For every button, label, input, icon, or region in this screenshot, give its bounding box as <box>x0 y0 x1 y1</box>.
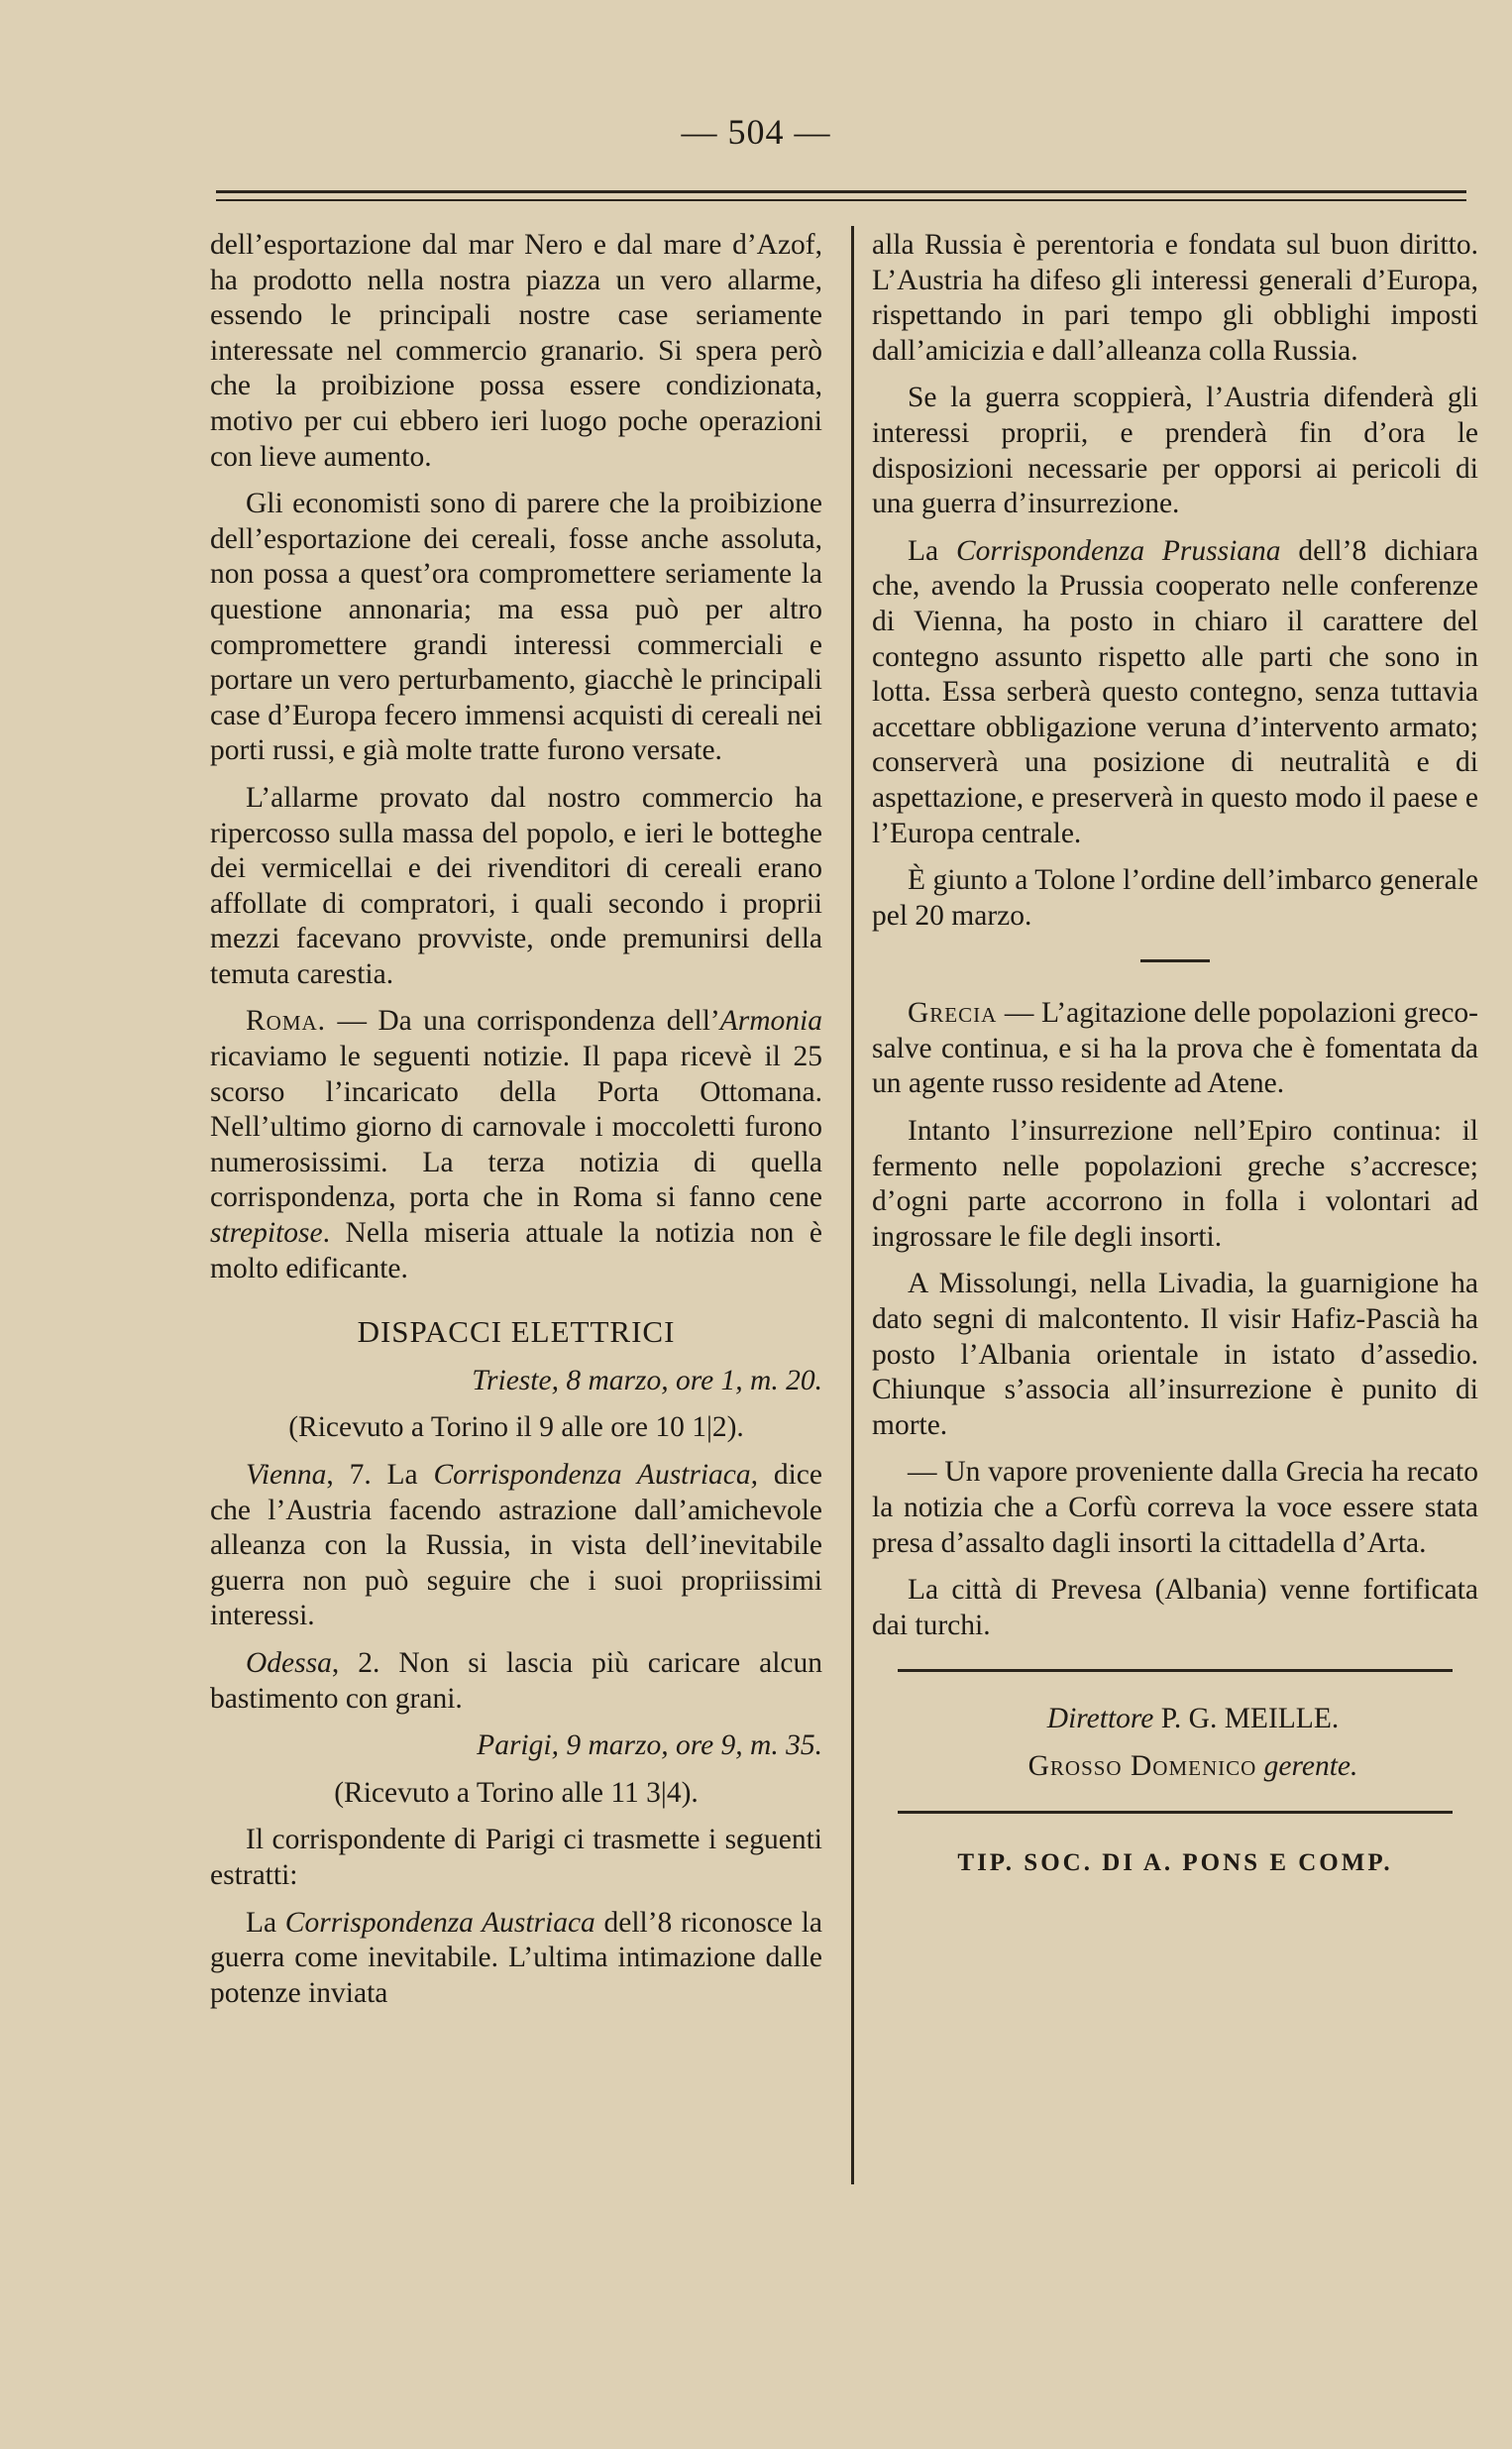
paragraph: La Corrispondenza Austriaca dell’8 riconosce la guerra come inevitabile. L’ultima intimazione dalle potenze inviata <box>210 1906 822 2009</box>
section-lead: Roma. <box>246 1005 327 1038</box>
place-name: Odessa <box>246 1646 332 1679</box>
section-separator <box>1140 959 1210 962</box>
paragraph: La Corrispondenza Prussiana dell’8 dichiara che, avendo la Prussia cooperato nelle conferenze di Vienna, ha posto in chiaro il carattere del contegno assunto rispetto alle parti che sono in lotta. Essa serberà questo contegno, senza tuttavia accettare obbligazione veruna d’intervento armato; conserverà una posizione di neutralità e di aspettazione, e preserverà in questo modo il paese e l’Europa centrale. <box>872 534 1479 849</box>
journal-name: Corrispondenza Austriaca <box>284 1906 595 1939</box>
paragraph: A Missolungi, nella Livadia, la guarnigione ha dato segni di malcontento. Il visir Hafiz-Pascià ha posto l’Albania orientale in istato d’assedio. Chiunque s’associa all’insurrezione è punito di morte. <box>872 1268 1478 1441</box>
signature-rule <box>898 1669 1453 1672</box>
paragraph: Il corrispondente di Parigi ci trasmette i seguenti estratti: <box>210 1824 822 1891</box>
page-number: — 504 — <box>681 112 831 152</box>
paragraph: La città di Prevesa (Albania) venne fortificata dai turchi. <box>872 1574 1478 1641</box>
paragraph: Intanto l’insurrezione nell’Epiro continua: il fermento nelle popolazioni greche s’accresce; d’ogni parte accorrono in folla i volontari ad ingrossare le file degli insorti. <box>872 1115 1478 1253</box>
manager-signature: Grosso Domenico gerente. <box>1027 1749 1358 1782</box>
right-column <box>872 228 1478 1880</box>
dateline: Trieste, 8 marzo, ore 1, m. 20. <box>472 1364 822 1396</box>
paragraph: Gli economisti sono di parere che la proibizione dell’esportazione dei cereali, fosse anche assoluta, non possa a quest’ora compromettere seriamente la questione annonaria; ma essa può per altro compromettere grandi interessi commerciali e portare un vero perturbamento, giacchè le principali case d’Europa fecero immensi acquisti di cereali nei porti russi, e già molte tratte furono versate. <box>210 488 822 767</box>
paragraph: Se la guerra scoppierà, l’Austria difenderà gli interessi proprii, e prenderà fin d’ora le disposizioni necessarie per opporsi ai pericoli di una guerra d’insurrezione. <box>872 382 1478 520</box>
paragraph: Odessa, 2. Non si lascia più caricare alcun bastimento con grani. <box>210 1646 822 1715</box>
paragraph: dell’esportazione dal mar Nero e dal mare d’Azof, ha prodotto nella nostra piazza un vero allarme, essendo le principali nostre case seriamente interessate nel commercio granario. Si spera però che la proibizione possa essere condizionata, motivo per cui ebbero ieri luogo poche operazioni con lieve aumento. <box>210 229 822 473</box>
director-signature: Direttore P. G. MEILLE. <box>1046 1703 1340 1735</box>
printer-imprint: TIP. SOC. DI A. PONS E COMP. <box>957 1848 1393 1876</box>
paragraph: — Un vapore proveniente dalla Grecia ha recato la notizia che a Corfù correva la voce essere stata presa d’assalto dagli insorti la cittadella d’Arta. <box>872 1456 1478 1559</box>
paragraph: È giunto a Tolone l’ordine dell’imbarco generale pel 20 marzo. <box>872 864 1478 932</box>
paragraph: Vienna, 7. La Corrispondenza Austriaca, dice che l’Austria facendo astrazione dall’amichevole alleanza con la Russia, in vista dell’inevitabile guerra non può seguire che i suoi propriissimi interessi. <box>210 1459 822 1632</box>
paragraph: Roma. — Da una corrispondenza dell’Armonia ricaviamo le seguenti notizie. Il papa ricevè il 25 scorso l’incaricato della Porta Ottomana. Nell’ultimo giorno di carnovale i moccoletti furono numerosissimi. La terza notizia di quella corrispondenza, porta che in Roma si fanno cene strepitose. Nella miseria attuale la notizia non è molto edificante. <box>210 1005 822 1284</box>
journal-name: Corrispondenza Prussiana <box>955 534 1281 567</box>
journal-name: Armonia <box>719 1005 822 1038</box>
left-column <box>210 228 822 2023</box>
place-name: Vienna <box>246 1459 327 1491</box>
paragraph: alla Russia è perentoria e fondata sul buon diritto. L’Austria ha difeso gli interessi generali d’Europa, rispettando in pari tempo gli obblighi imposti dall’amicizia e dall’alleanza colla Russia. <box>872 229 1478 367</box>
imprint-rule <box>898 1811 1453 1814</box>
top-rule <box>216 190 1466 201</box>
received-note: (Ricevuto a Torino alle 11 3|4). <box>334 1776 699 1809</box>
section-lead: Grecia <box>908 997 998 1030</box>
journal-name: Corrispondenza Austriaca, <box>433 1459 759 1491</box>
section-heading: DISPACCI ELETTRICI <box>357 1314 676 1350</box>
paragraph: L’allarme provato dal nostro commercio ha ripercosso sulla massa del popolo, e ieri le botteghe dei vermicellai e dei rivenditori di cereali erano affollate di compratori, i quali secondo i proprii mezzi facevano provviste, onde premunirsi della temuta carestia. <box>210 781 822 990</box>
column-divider <box>851 226 854 2184</box>
paragraph: Grecia — L’agitazione delle popolazioni greco-salve continua, e si ha la prova che è fomentata da un agente russo residente ad Atene. <box>872 997 1478 1100</box>
italic-word: strepitose <box>210 1217 323 1250</box>
received-note: (Ricevuto a Torino il 9 alle ore 10 1|2). <box>288 1411 744 1444</box>
dateline: Parigi, 9 marzo, ore 9, m. 35. <box>477 1729 822 1762</box>
